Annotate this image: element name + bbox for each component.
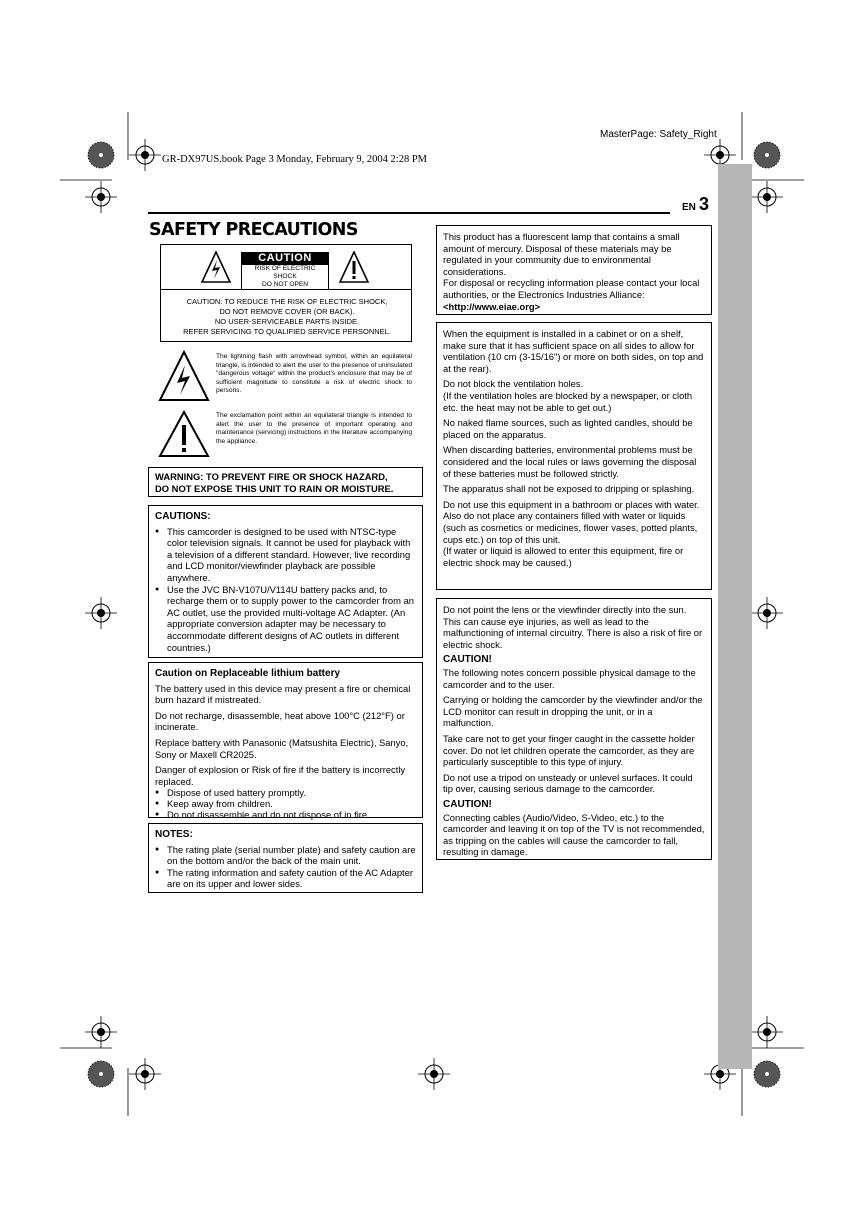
language-label: EN: [682, 202, 696, 213]
page-title: SAFETY PRECAUTIONS: [149, 220, 358, 240]
header-rule: [148, 212, 670, 214]
book-info: GR-DX97US.book Page 3 Monday, February 9, 2004 2:28 PM: [162, 154, 428, 165]
lithium-paragraph: Danger of explosion or Risk of fire if the battery is incorrectly replaced.: [155, 764, 406, 787]
notes-heading: NOTES:: [155, 829, 193, 840]
list-item: ● Keep away from children.: [155, 799, 416, 810]
lens-paragraph: Connecting cables (Audio/Video, S-Video, etc.) to the camcorder and leaving it on top of the TV is not recommended, as tripping on the cables will cause the camcorder to fall, resulting in damage.: [443, 811, 705, 858]
caution-label-top: [161, 245, 411, 290]
notes-list: [155, 844, 416, 890]
warning-box: [148, 467, 423, 497]
lens-caution-box: [436, 598, 712, 860]
lens-paragraph: Do not use a tripod on unsteady or unlevel surfaces. It could tip over, causing serious damage to the camcorder.: [443, 771, 693, 795]
list-item: ● This camcorder is designed to be used with NTSC-type color television signals. It cannot be used for playback with a television of a different standard. However, live recording and LCD monitor/viewfinder playback are possible anywhere.: [155, 526, 416, 584]
exclamation-warning-icon: [339, 251, 369, 283]
master-page-label: MasterPage: Safety_Right: [600, 129, 717, 140]
ventilation-paragraph: [443, 378, 705, 413]
caution-sign-subtitle: [241, 265, 329, 290]
lens-paragraph: Carrying or holding the camcorder by the viewfinder and/or the LCD monitor can result in dropping the unit, or in a malfunction.: [443, 694, 703, 729]
ventilation-line: Do not use this equipment in a bathroom or places with water.: [443, 498, 700, 510]
mercury-paragraph: This product has a fluorescent lamp that contains a small amount of mercury. Disposal of these materials may be regulated in your community due to environmental considerations.: [443, 231, 680, 277]
lightning-symbol-text: The lightning flash with arrowhead symbol, within an equilateral triangle, is intended to alert the user to the presence of uninsulated "dangerous voltage" within the product's enclosure that may be of sufficient magnitude to constitute a risk of electric shock to persons.: [216, 353, 412, 395]
cautions-box: [148, 505, 423, 658]
lithium-list: [155, 788, 416, 820]
caution-subheading: CAUTION!: [443, 798, 492, 810]
lithium-paragraph: Replace battery with Panasonic (Matsushita Electric), Sanyo, Sony or Maxell CR2025.: [155, 736, 409, 760]
caution-subheading: CAUTION!: [443, 654, 492, 666]
caution-sign-sub1: RISK OF ELECTRIC SHOCK: [254, 265, 316, 280]
list-item: ● Do not disassemble and do not dispose of in fire.: [155, 810, 416, 821]
caution-text-line1: CAUTION: TO REDUCE THE RISK OF ELECTRIC SHOCK,: [186, 297, 388, 306]
notes-box: [148, 823, 423, 893]
caution-text-line2: DO NOT REMOVE COVER (OR BACK).: [219, 307, 355, 316]
mercury-url: <http://www.eiae.org>: [443, 300, 541, 312]
page-number: 3: [699, 194, 710, 214]
ventilation-line: Also do not place any containers filled with water or liquids (such as cosmetics or medicines, flower vases, potted plants, cups etc.) on top of this unit.: [443, 510, 698, 545]
mercury-box: [436, 225, 712, 315]
lithium-heading: Caution on Replaceable lithium battery: [155, 668, 341, 679]
caution-sign: [241, 252, 329, 290]
lithium-paragraph: Do not recharge, disassemble, heat above 100°C (212°F) or incinerate.: [155, 709, 405, 733]
caution-text-line3: NO USER-SERVICEABLE PARTS INSIDE.: [214, 317, 360, 326]
list-item: ● Use the JVC BN-V107U/V114U battery packs and, to recharge them or to supply power to the camcorder from an AC outlet, use the provided multi-voltage AC Adapter. (An appropriate conversion adapter may be necessary to accommodate different designs of AC outlets in different countries.): [155, 584, 416, 654]
ventilation-paragraph: When the equipment is installed in a cabinet or on a shelf, make sure that it has sufficient space on all sides to allow for ventilation (10 cm (3-15/16") or more on both sides, on top and at the rear).: [443, 328, 704, 374]
ventilation-line: (If water or liquid is allowed to enter this equipment, fire or electric shock may be caused.): [443, 545, 684, 568]
lightning-symbol-icon: [158, 350, 210, 402]
ventilation-paragraph: The apparatus shall not be exposed to dripping or splashing.: [443, 483, 695, 495]
caution-label-frame: [160, 244, 412, 342]
exclamation-symbol-text: The exclamation point within an equilateral triangle is intended to alert the user to the presence of important operating and maintenance (servicing) instructions in the literature accompanying the appliance.: [216, 412, 412, 445]
ventilation-paragraph: No naked flame sources, such as lighted candles, should be placed on the apparatus.: [443, 417, 693, 440]
warning-line2: DO NOT EXPOSE THIS UNIT TO RAIN OR MOISTURE.: [155, 483, 394, 494]
cautions-list: [155, 526, 416, 654]
lens-paragraph: Do not point the lens or the viewfinder directly into the sun. This can cause eye injuries, as well as lead to the malfunctioning of internal circuitry. There is also a risk of fire or electric shock.: [443, 604, 703, 650]
warning-line1: WARNING: TO PREVENT FIRE OR SHOCK HAZARD,: [155, 471, 388, 482]
exclamation-symbol-icon: [158, 410, 210, 458]
list-item: ● The rating plate (serial number plate) and safety caution are on the bottom and/or the back of the main unit.: [155, 844, 416, 867]
ventilation-paragraph: When discarding batteries, environmental problems must be considered and the local rules or laws governing the disposal of these batteries must be followed strictly.: [443, 444, 697, 479]
mercury-paragraph: For disposal or recycling information please contact your local authorities, or the Electronics Industries Alliance:: [443, 277, 700, 300]
cautions-heading: CAUTIONS:: [155, 511, 211, 522]
ventilation-line: Do not block the ventilation holes.: [443, 378, 584, 390]
caution-text-line4: REFER SERVICING TO QUALIFIED SERVICE PERSONNEL.: [183, 327, 391, 336]
ventilation-paragraph: [443, 499, 705, 569]
caution-sign-title: CAUTION: [241, 252, 329, 265]
ventilation-line: (If the ventilation holes are blocked by a newspaper, or cloth etc. the heat may not be able to get out.): [443, 389, 693, 413]
list-item: ● The rating information and safety caution of the AC Adapter are on its upper and lower sides.: [155, 867, 416, 890]
lens-paragraph: The following notes concern possible physical damage to the camcorder and to the user.: [443, 666, 696, 690]
side-tab-bar: [718, 164, 752, 1069]
lens-paragraph: Take care not to get your finger caught in the cassette holder cover. Do not let children operate the camcorder, as they are particularly susceptible to this type of injury.: [443, 732, 695, 768]
lithium-paragraph: The battery used in this device may present a fire or chemical burn hazard if mistreated.: [155, 682, 411, 706]
caution-sign-sub2: DO NOT OPEN: [261, 281, 309, 288]
caution-label-text: [165, 297, 409, 337]
list-item: ● Dispose of used battery promptly.: [155, 788, 416, 799]
lightning-warning-icon: [201, 251, 231, 283]
ventilation-box: [436, 322, 712, 590]
lithium-battery-box: [148, 662, 423, 818]
